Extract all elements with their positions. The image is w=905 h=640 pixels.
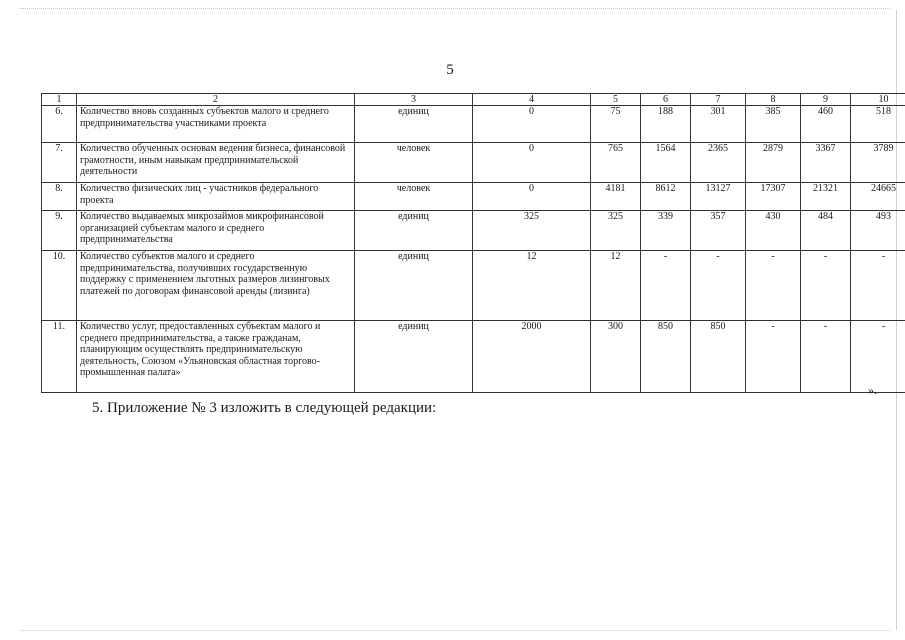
unit-cell: единиц <box>355 321 473 393</box>
value-cell: - <box>746 321 801 393</box>
header-cell: 9 <box>801 94 851 106</box>
value-cell: 188 <box>641 106 691 143</box>
value-cell: - <box>801 251 851 321</box>
unit-cell: единиц <box>355 211 473 251</box>
value-cell: 385 <box>746 106 801 143</box>
value-cell: 430 <box>746 211 801 251</box>
value-cell: 75 <box>591 106 641 143</box>
value-cell: 484 <box>801 211 851 251</box>
indicator-name: Количество услуг, предоставленных субъектам малого и среднего предпринимательства, а также гражданам, планирующим осуществлять предпринимательскую деятельность, Союзом «Ульяновская областная торгово-промышленная палата» <box>77 321 355 393</box>
value-cell: 12 <box>473 251 591 321</box>
table-row <box>42 321 905 393</box>
value-cell: - <box>851 251 905 321</box>
header-cell: 3 <box>355 94 473 106</box>
value-cell: 325 <box>591 211 641 251</box>
row-number: 6. <box>42 106 77 143</box>
table-row <box>42 183 905 211</box>
indicator-name: Количество физических лиц - участников федерального проекта <box>77 183 355 211</box>
indicator-name: Количество обученных основам ведения бизнеса, финансовой грамотности, иным навыкам предпринимательской деятельности <box>77 143 355 183</box>
value-cell: 325 <box>473 211 591 251</box>
value-cell: 21321 <box>801 183 851 211</box>
amendment-paragraph: 5. Приложение № 3 изложить в следующей редакции: <box>92 400 437 416</box>
header-cell: 4 <box>473 94 591 106</box>
value-cell: 2365 <box>691 143 746 183</box>
value-cell: 3789 <box>851 143 905 183</box>
indicators-table <box>41 93 905 393</box>
table-row <box>42 211 905 251</box>
scan-border-top <box>20 8 890 9</box>
value-cell: 357 <box>691 211 746 251</box>
value-cell: 24665 <box>851 183 905 211</box>
header-cell: 2 <box>77 94 355 106</box>
unit-cell: единиц <box>355 251 473 321</box>
value-cell: - <box>851 321 905 393</box>
page-number: 5 <box>446 62 454 78</box>
header-cell: 1 <box>42 94 77 106</box>
header-cell: 5 <box>591 94 641 106</box>
value-cell: 13127 <box>691 183 746 211</box>
table-row <box>42 143 905 183</box>
value-cell: - <box>691 251 746 321</box>
header-cell: 10 <box>851 94 905 106</box>
indicator-name: Количество субъектов малого и среднего предпринимательства, получивших государственную поддержку с применением льготных размеров лизинговых платежей по договорам финансовой аренды (лизинга) <box>77 251 355 321</box>
value-cell: 850 <box>641 321 691 393</box>
value-cell: 0 <box>473 183 591 211</box>
row-number: 11. <box>42 321 77 393</box>
value-cell: - <box>746 251 801 321</box>
value-cell: 12 <box>591 251 641 321</box>
value-cell: 8612 <box>641 183 691 211</box>
value-cell: 765 <box>591 143 641 183</box>
table-row <box>42 106 905 143</box>
indicator-name: Количество вновь созданных субъектов малого и среднего предпринимательства участниками проекта <box>77 106 355 143</box>
header-cell: 8 <box>746 94 801 106</box>
value-cell: 4181 <box>591 183 641 211</box>
value-cell: - <box>641 251 691 321</box>
value-cell: 850 <box>691 321 746 393</box>
value-cell: 17307 <box>746 183 801 211</box>
value-cell: 0 <box>473 106 591 143</box>
unit-cell: человек <box>355 143 473 183</box>
value-cell: 2879 <box>746 143 801 183</box>
unit-cell: единиц <box>355 106 473 143</box>
table-row <box>42 251 905 321</box>
value-cell: 2000 <box>473 321 591 393</box>
value-cell: 1564 <box>641 143 691 183</box>
unit-cell: человек <box>355 183 473 211</box>
value-cell: 301 <box>691 106 746 143</box>
value-cell: - <box>801 321 851 393</box>
header-cell: 6 <box>641 94 691 106</box>
value-cell: 493 <box>851 211 905 251</box>
value-cell: 300 <box>591 321 641 393</box>
value-cell: 0 <box>473 143 591 183</box>
value-cell: 339 <box>641 211 691 251</box>
row-number: 8. <box>42 183 77 211</box>
value-cell: 518 <box>851 106 905 143</box>
row-number: 10. <box>42 251 77 321</box>
indicator-name: Количество выдаваемых микрозаймов микрофинансовой организацией субъектам малого и среднего предпринимательства <box>77 211 355 251</box>
table-header-row <box>42 94 905 106</box>
value-cell: 460 <box>801 106 851 143</box>
closing-quote: ». <box>868 383 877 397</box>
row-number: 7. <box>42 143 77 183</box>
value-cell: 3367 <box>801 143 851 183</box>
row-number: 9. <box>42 211 77 251</box>
header-cell: 7 <box>691 94 746 106</box>
scan-border-bottom <box>20 630 890 631</box>
